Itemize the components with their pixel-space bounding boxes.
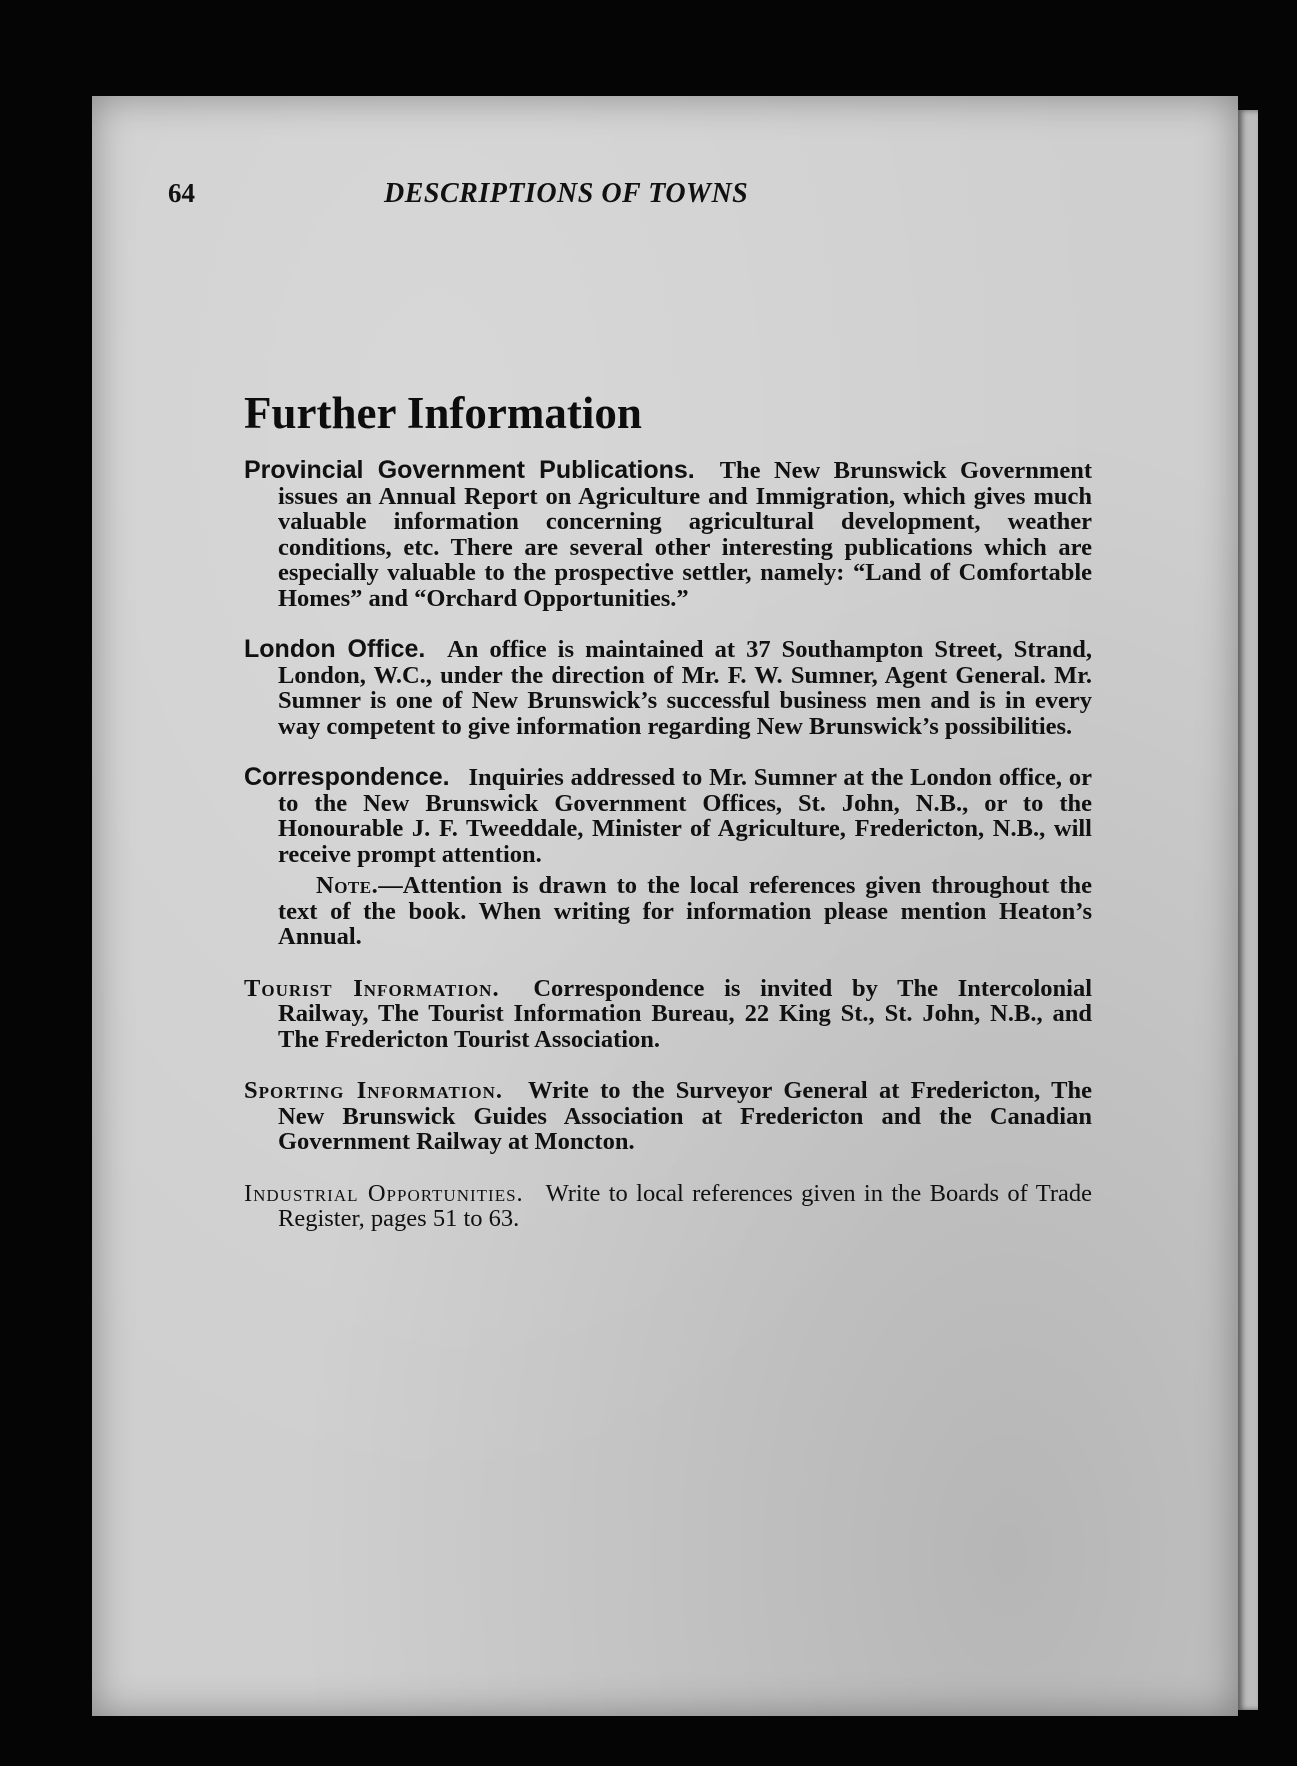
entry-heading: Industrial Opportunities. (244, 1179, 524, 1207)
section-body (244, 458, 1092, 1258)
entry-provincial-publications (244, 458, 1092, 611)
note-text: —Attention is drawn to the local references given throughout the text of the book. When writing for information please mention Heaton’s Annual. (278, 872, 1092, 950)
entry-text: Correspondence is invited by The Intercolonial Railway, The Tourist Information Bureau, 22 King St., St. John, N.B., and The Fredericton Tourist Association. (278, 974, 1092, 1053)
entry-text: Write to local references given in the Boards of Trade Register, pages 51 to 63. (278, 1179, 1093, 1232)
entry-text: The New Brunswick Government issues an Annual Report on Agriculture and Immigration, which gives much valuable information concerning agricultural development, weather conditions, etc. There are several other interesting publications which are especially valuable to the prospective settler, namely: “Land of Comfortable Homes” and “Orchard Opportunities.” (278, 457, 1093, 612)
entry-heading: Tourist Information. (244, 974, 500, 1002)
running-head: DESCRIPTIONS OF TOWNS (384, 178, 749, 209)
entry-text: Write to the Surveyor General at Fredericton, The New Brunswick Guides Association at Fredericton and the Canadian Government Railway at Moncton. (278, 1077, 1092, 1155)
entry-industrial-opportunities (244, 1181, 1092, 1232)
entry-correspondence (244, 765, 1092, 867)
entry-sporting-information (244, 1078, 1092, 1155)
entry-heading: Correspondence. (244, 763, 450, 791)
entry-heading: Provincial Government Publications. (244, 456, 695, 484)
entry-heading: Sporting Information. (244, 1077, 504, 1104)
page-header (168, 178, 928, 218)
entry-tourist-information (244, 976, 1092, 1053)
note-label: Note. (316, 872, 379, 899)
page-number: 64 (168, 178, 195, 208)
entry-heading: London Office. (244, 635, 426, 663)
entry-text: An office is maintained at 37 Southampton Street, Strand, London, W.C., under the direction of Mr. F. W. Sumner, Agent General. Mr. Sumner is one of New Brunswick’s successful business men and is in every way competent to give information regarding New Brunswick’s possibilities. (278, 636, 1092, 740)
page-edge (1238, 110, 1258, 1710)
entry-text: Inquiries addressed to Mr. Sumner at the London office, or to the New Brunswick Government Offices, St. John, N.B., or to the Honourable J. F. Tweeddale, Minister of Agriculture, Fredericton, N.B., will receive prompt attention. (278, 764, 1093, 868)
entry-london-office (244, 637, 1092, 739)
section-title: Further Information (244, 388, 642, 438)
note-paragraph (278, 873, 1092, 950)
